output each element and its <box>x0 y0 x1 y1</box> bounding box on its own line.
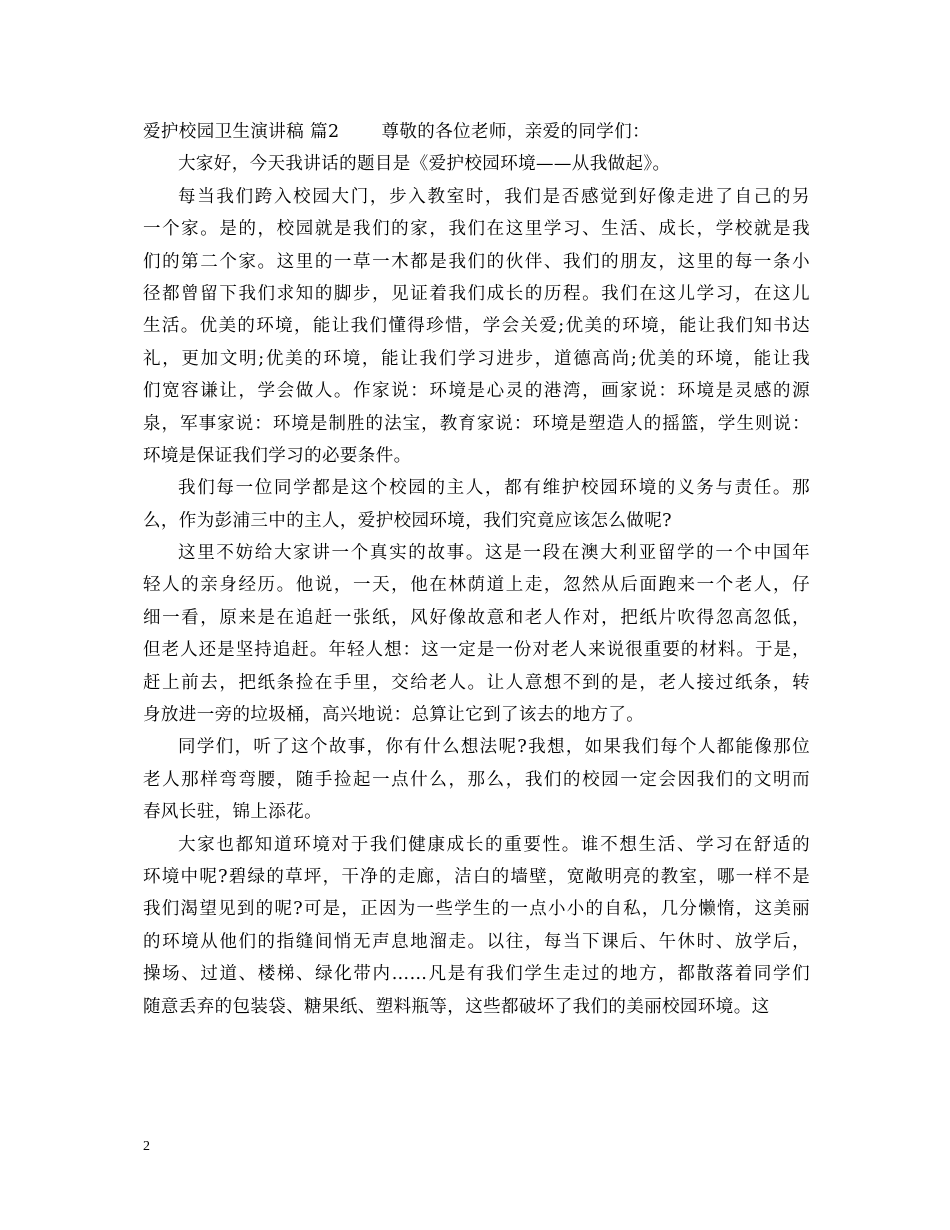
text-line: 们的第二个家。这里的一草一木都是我们的伙伴、我们的朋友，这里的每一条小 <box>143 251 810 272</box>
text-line: 老人那样弯弯腰，随手捡起一点什么，那么，我们的校园一定会因我们的文明而 <box>143 769 810 790</box>
text-line: 我们渴望见到的呢?可是，正因为一些学生的一点小小的自私，几分懒惰，这美丽 <box>143 899 810 920</box>
text-line: 赶上前去，把纸条捡在手里，交给老人。让人意想不到的是，老人接过纸条，转 <box>143 672 810 693</box>
text-line: 春风长驻，锦上添花。 <box>143 802 322 823</box>
text-line: 们宽容谦让，学会做人。作家说：环境是心灵的港湾，画家说：环境是灵感的源 <box>143 381 810 402</box>
paragraph <box>143 537 810 731</box>
text-line: 一个家。是的，校园就是我们的家，我们在这里学习、生活、成长，学校就是我 <box>143 219 810 240</box>
paragraph <box>143 472 810 537</box>
text-line: 随意丢弃的包装袋、糖果纸、塑料瓶等，这些都破坏了我们的美丽校园环境。这 <box>143 996 770 1017</box>
text-line: 生活。优美的环境，能让我们懂得珍惜，学会关爱;优美的环境，能让我们知书达 <box>143 316 810 337</box>
document-title: 爱护校园卫生演讲稿 篇2 <box>143 122 340 142</box>
text-line: 轻人的亲身经历。他说，一天，他在林荫道上走，忽然从后面跑来一个老人，仔 <box>143 575 810 596</box>
text-line: 每当我们跨入校园大门，步入教室时，我们是否感觉到好像走进了自己的另 <box>178 186 810 207</box>
text-line: 身放进一旁的垃圾桶，高兴地说：总算让它到了该去的地方了。 <box>143 705 645 726</box>
document-body <box>143 116 810 1023</box>
text-line: 这里不妨给大家讲一个真实的故事。这是一段在澳大利亚留学的一个中国年 <box>178 543 810 564</box>
paragraphs <box>143 148 810 1023</box>
paragraph <box>143 148 810 180</box>
text-line: 但老人还是坚持追赶。年轻人想：这一定是一份对老人来说很重要的材料。于是， <box>143 640 810 661</box>
text-line: 径都曾留下我们求知的脚步，见证着我们成长的历程。我们在这儿学习，在这儿 <box>143 283 810 304</box>
salutation: 尊敬的各位老师，亲爱的同学们： <box>381 122 650 142</box>
text-line: 泉，军事家说：环境是制胜的法宝，教育家说：环境是塑造人的摇篮，学生则说： <box>143 413 810 434</box>
page-number: 2 <box>143 1139 150 1154</box>
text-line: 么，作为彭浦三中的主人，爱护校园环境，我们究竟应该怎么做呢? <box>143 510 672 531</box>
text-line: 环境是保证我们学习的必要条件。 <box>143 445 412 466</box>
text-line: 细一看，原来是在追赶一张纸，风好像故意和老人作对，把纸片吹得忽高忽低， <box>143 607 810 628</box>
paragraph <box>143 731 810 828</box>
text-line: 操场、过道、楼梯、绿化带内……凡是有我们学生走过的地方，都散落着同学们 <box>143 964 810 985</box>
paragraph <box>143 829 810 1023</box>
paragraph <box>143 181 810 473</box>
text-line: 的环境从他们的指缝间悄无声息地溜走。以往，每当下课后、午休时、放学后， <box>143 931 810 952</box>
text-line: 同学们，听了这个故事，你有什么想法呢?我想，如果我们每个人都能像那位 <box>178 737 810 758</box>
text-line: 我们每一位同学都是这个校园的主人，都有维护校园环境的义务与责任。那 <box>178 478 810 499</box>
text-line: 礼，更加文明;优美的环境，能让我们学习进步，道德高尚;优美的环境，能让我 <box>143 348 810 369</box>
text-line: 大家好，今天我讲话的题目是《爱护校园环境——从我做起》。 <box>178 154 671 175</box>
text-line: 环境中呢?碧绿的草坪，干净的走廊，洁白的墙壁，宽敞明亮的教室，哪一样不是 <box>143 866 810 887</box>
text-line: 大家也都知道环境对于我们健康成长的重要性。谁不想生活、学习在舒适的 <box>178 834 810 855</box>
heading-line <box>143 116 810 148</box>
